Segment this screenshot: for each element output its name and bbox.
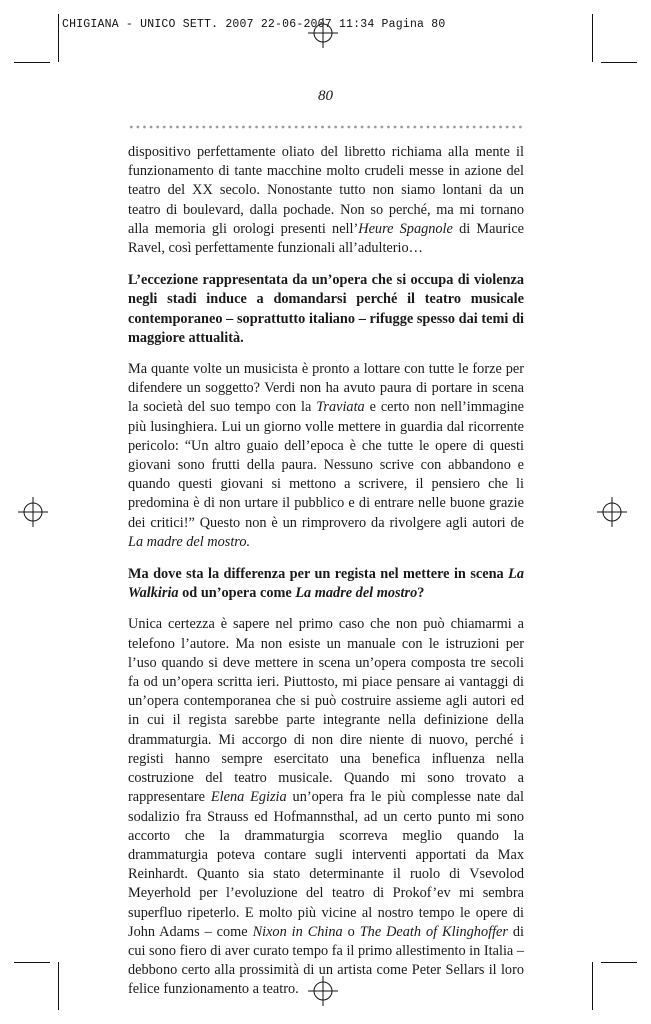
body-text [128, 143, 524, 1000]
crop-mark [58, 962, 59, 1010]
page-number: 80 [318, 88, 333, 104]
italic-text: Elena Egizia [210, 789, 287, 806]
italic-text: La madre del mostro. [128, 533, 251, 550]
text-run: dispositivo perfettamente oliato del libretto richiama alla mente il funzionamento di tante macchine molto crudeli messe in azione del teatro del XX secolo. Nonostante tutto non siamo lontani da un teatro di boulevard, dalla pochade. Non so perché, ma mi tornano alla memoria gli orologi presenti nell’ [128, 144, 524, 237]
text-run: Ma quante volte un musicista è pronto a lottare con tutte le forze per difendere un soggetto? Verdi non ha avuto paura di portare in scena la società del suo tempo con la [128, 361, 524, 416]
paragraph [128, 615, 524, 999]
registration-mark-icon [597, 497, 627, 527]
italic-text: The Death of Klinghoffer [359, 923, 508, 940]
section-heading [128, 271, 524, 348]
text-run: Unica certezza è sapere nel primo caso che non può chiamarmi a telefono l’autore. Ma non esiste un manuale con le istruzioni per l’uso quando si deve mettere in scena un’opera composta tre secoli fa od un’opera scritta ieri. Piuttosto, mi piace pensare ai vantaggi di un’opera contemporanea che si può costruire assieme agli autori ed in cui il regista sarebbe parte integrante nella definizione della drammaturgia. Mi accorgo di non dire niente di nuovo, perché i registi hanno sempre esercitato una benefica influenza nella costruzione del teatro musicale. Quando mi sono trovato a rappresentare [128, 616, 524, 806]
printer-slug: CHIGIANA - UNICO SETT. 2007 22-06-2007 11:34 Pagina 80 [62, 18, 446, 31]
text-run: e certo non nell’immagine più lusinghiera. Lui un giorno volle mettere in guardia dal ricorrente pericolo: “Un altro guaio dell’epoca è che tutte le opere di questi giovani sono frutti della paura. Nessuno scrive con abbandono e quando questi giovani si mettono a scrivere, il pensiero che li predomina è di non urtare il pubblico e di entrare nelle buone grazie dei critici!” Questo non è un rimprovero da rivolgere agli autori de [128, 399, 524, 531]
italic-text: Nixon in China [252, 923, 343, 940]
crop-mark [601, 62, 637, 63]
text-run: un’opera fra le più complesse nate dal sodalizio fra Strauss ed Hofmannsthal, ad un certo punto mi sono accorto che la drammaturgia scorreva meglio quando la drammaturgia poteva contare sugli interventi apportati da Max Reinhardt. Quanto sia stato determinante il ruolo di Vsevolod Meyerhold per l’evoluzione del teatro di Prokof’ev mi sembra superfluo ripeterlo. E molto più vicine al nostro tempo le opere di John Adams – come [128, 789, 524, 940]
italic-text: La madre del mostro [295, 585, 418, 602]
text-run: Ma dove sta la differenza per un regista nel mettere in scena [128, 566, 509, 583]
registration-mark-icon [308, 18, 338, 48]
section-heading [128, 565, 524, 603]
text-run: o [342, 923, 360, 940]
paragraph [128, 143, 524, 258]
paragraph [128, 360, 524, 552]
crop-mark [601, 962, 637, 963]
text-run: od un’opera come [178, 585, 296, 602]
registration-mark-icon [18, 497, 48, 527]
text-run: di cui sono fiero di aver curato tempo fa il primo allestimento in Italia – debbono certo alla prossimità di un artista come Peter Sellars il loro felice funzionamento a teatro. [128, 923, 525, 998]
crop-mark [592, 14, 593, 62]
dotted-rule [128, 124, 524, 130]
crop-mark [14, 62, 50, 63]
text-run: L’eccezione rappresentata da un’opera che si occupa di violenza negli stadi induce a domandarsi perché il teatro musicale contemporaneo – soprattutto italiano – rifugge spesso dai temi di maggiore attualità. [128, 272, 524, 346]
crop-mark [592, 962, 593, 1010]
text-run: ? [417, 585, 425, 602]
italic-text: Heure Spagnole [358, 220, 453, 237]
crop-mark [58, 14, 59, 62]
text-run: di Maurice Ravel, così perfettamente funzionali all’adulterio… [128, 220, 525, 257]
italic-text: Traviata [316, 399, 365, 416]
italic-text: La Walkiria [128, 566, 524, 602]
crop-mark [14, 962, 50, 963]
